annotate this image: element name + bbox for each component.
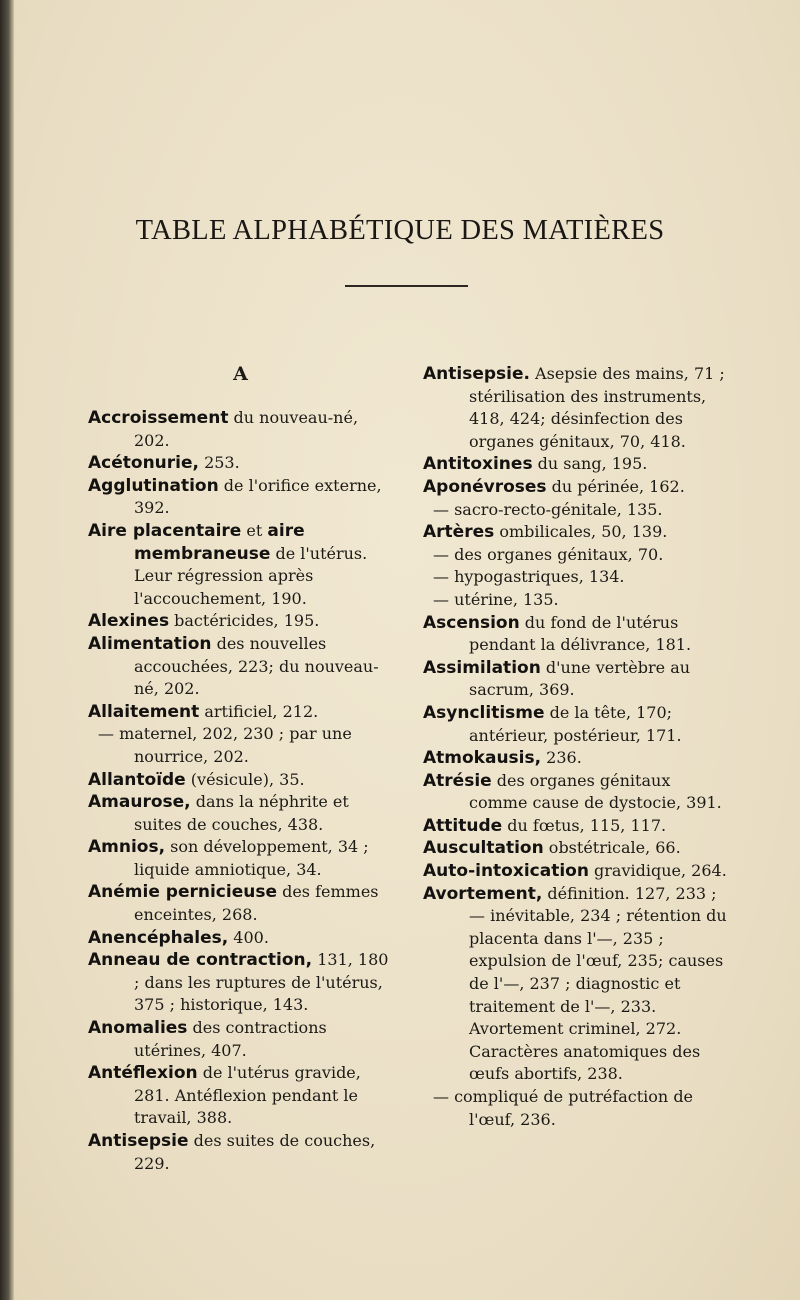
index-entry [88,610,393,633]
entry-text: 236. [541,748,582,768]
entry-keyword: Amaurose, [88,792,191,813]
entry-keyword: Antisepsie [88,1131,189,1151]
entries-left [88,407,393,1175]
entry-keyword: Acétonurie, [88,453,199,474]
index-column-left [88,363,393,1175]
index-entry [423,747,728,770]
entry-keyword: Antitoxines [423,454,533,475]
index-entry [88,949,393,1017]
entry-text: définition. 127, 233 ;— inévitable, 234 ; rétention du placenta dans l'—, 235 ; expulsion de l'œuf, 235; causes de l'—, 237 ; diagnostic et traitement de l'—, 233. Avortement criminel, 272. Caractères anatomiques des œufs abortifs, 238. [469,883,727,1084]
entry-text: ombilicales, 50, 139. [494,522,668,542]
index-subentry [423,589,728,612]
entry-keyword: Alexines [88,611,170,632]
entry-text: 400. [228,927,269,947]
entry-text: — des organes génitaux, 70. [433,544,664,564]
book-spine-edge [0,0,14,1300]
index-subentry [423,544,728,567]
entry-text: des organes génitaux comme cause de dystocie, 391. [469,770,722,813]
index-entry [423,476,728,499]
index-entry [423,883,728,1086]
index-entry [423,363,728,453]
index-entry [88,836,393,881]
index-entry [88,1062,393,1130]
entry-text: du nouveau-né, 202. [134,408,359,450]
entry-text: gravidique, 264. [588,861,727,881]
entry-keyword: Aire placentaire [88,520,242,541]
entry-keyword: Atrésie [423,770,492,791]
entry-text: de l'utérus. Leur régression après l'accouchement, 190. [134,543,368,608]
entry-text: (vésicule), 35. [185,769,305,789]
index-subentry [423,1086,728,1131]
entry-text: bactéricides, 195. [169,611,320,631]
index-column-right [423,363,728,1131]
index-entry [423,702,728,747]
entry-keyword: Asynclitisme [423,702,545,723]
entry-text: des suites de couches, 229. [134,1131,376,1173]
entry-keyword: Agglutination [88,475,219,496]
entry-text: — compliqué de putréfaction de l'œuf, 236. [433,1087,694,1129]
entries-right [423,363,728,1131]
entry-keyword: Antéflexion [88,1063,198,1084]
entry-keyword: Anencéphales, [88,927,229,948]
entry-keyword: Allantoïde [88,769,186,790]
entry-keyword: Artères [423,522,495,543]
index-entry [423,837,728,860]
index-entry [88,452,393,475]
entry-text: d'une vertèbre au sacrum, 369. [469,657,691,700]
index-entry [88,407,393,452]
index-entry [423,770,728,815]
entry-text: des femmes enceintes, 268. [134,882,379,925]
entry-text: — hypogastriques, 134. [433,567,625,587]
entry-text: obstétricale, 66. [543,838,681,858]
index-subentry [423,499,728,522]
entry-text: du périnée, 162. [546,476,685,496]
index-entry [88,520,393,610]
entry-keyword: Auscultation [423,838,544,859]
index-entry [88,1130,393,1175]
entry-text: des nouvelles accouchées, 223; du nouveau-né, 202. [134,633,379,699]
entry-text: 131, 180 ; dans les ruptures de l'utérus, 375 ; historique, 143. [134,950,389,1015]
entry-text: artificiel, 212. [199,701,319,721]
entry-text: et [241,520,268,540]
index-entry [88,769,393,792]
entry-keyword: Anneau de contraction, [88,950,313,971]
entry-text: 253. [198,453,240,473]
index-entry [88,701,393,724]
page-title: TABLE ALPHABÉTIQUE DES MATIÈRES [135,215,665,246]
entry-keyword: Amnios, [88,837,166,858]
entry-keyword: Anomalies [88,1018,188,1039]
index-entry [423,860,728,883]
index-entry [88,475,393,520]
index-subentry [423,566,728,589]
entry-text: — sacro-recto-génitale, 135. [433,499,663,519]
index-entry [423,612,728,657]
entry-text: de l'utérus gravide, 281. Antéflexion pendant le travail, 388. [134,1063,361,1128]
entry-keyword: Auto-intoxication [423,861,589,882]
entry-keyword: Assimilation [423,657,541,678]
entry-keyword: Atmokausis, [423,748,542,769]
title-divider [345,285,468,287]
index-entry [423,657,728,702]
entry-keyword: Antisepsie. [423,364,530,384]
entry-keyword: Ascension [423,612,520,633]
entry-keyword: Accroissement [88,408,229,428]
entry-text: dans la néphrite et suites de couches, 438. [134,792,349,834]
entry-text: de l'orifice externe, 392. [134,475,382,518]
index-entry [88,791,393,836]
entry-text: du fœtus, 115, 117. [502,815,667,835]
entry-text: — maternel, 202, 230 ; par une nourrice, 202. [98,724,352,766]
index-entry [423,521,728,544]
entry-text: du fond de l'utérus pendant la délivrance, 181. [469,612,692,655]
entry-text: du sang, 195. [532,454,648,474]
entry-text: des contractions utérines, 407. [134,1018,327,1060]
index-entry [88,1017,393,1062]
index-entry [88,633,393,701]
entry-text: Asepsie des mains, 71 ; stérilisation des instruments, 418, 424; désinfection des organes génitaux, 70, 418. [469,364,725,451]
entry-text: — utérine, 135. [433,589,559,609]
entry-keyword: aire membraneuse [134,520,305,564]
entry-keyword: Aponévroses [423,476,547,497]
entry-keyword: Avortement, [423,883,543,904]
section-letter: A [233,363,248,385]
entry-keyword: Attitude [423,815,503,836]
index-entry [423,453,728,476]
entry-text: de la tête, 170; antérieur, postérieur, 171. [469,702,682,745]
entry-keyword: Anémie pernicieuse [88,882,277,903]
index-entry [423,815,728,838]
index-entry [88,881,393,926]
entry-keyword: Allaitement [88,701,200,722]
index-subentry [88,723,393,768]
index-entry [88,927,393,950]
entry-keyword: Alimentation [88,633,212,654]
entry-text: son développement, 34 ; liquide amniotique, 34. [134,837,369,879]
